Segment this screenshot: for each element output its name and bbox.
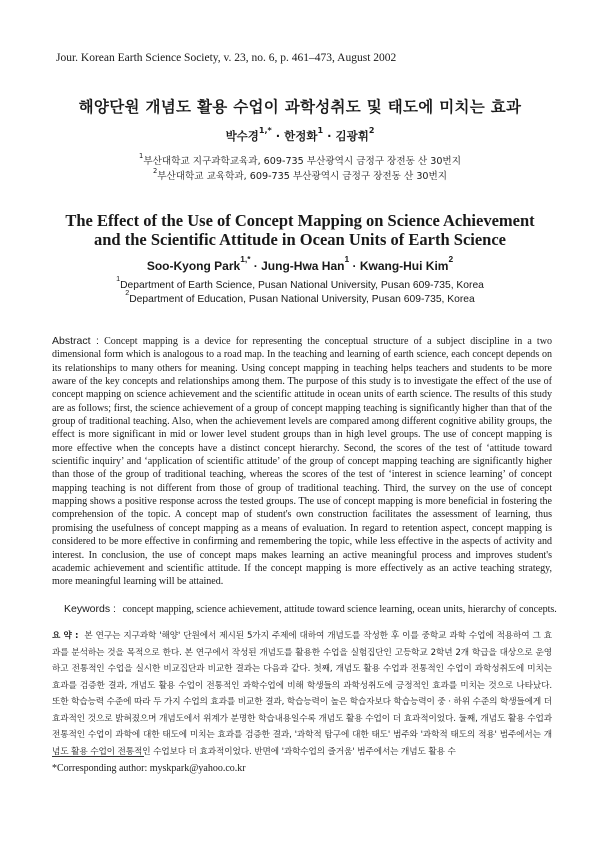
keywords-text: concept mapping, science achievement, attitude toward science learning, ocean units, hierarchy of concepts.	[122, 604, 557, 615]
affiliation-text: 부산대학교 지구과학교육과, 609-735 부산광역시 금정구 장전동 산 30번지	[143, 156, 461, 167]
affiliation-text: Department of Education, Pusan National University, Pusan 609-735, Korea	[129, 294, 475, 305]
korean-affiliation-2	[0, 168, 600, 182]
english-affiliation-1	[0, 274, 600, 291]
author-name: Soo-Kyong Park	[146, 259, 241, 273]
abstract-label: Abstract :	[52, 335, 99, 347]
affiliation-superscript: 2	[125, 288, 130, 298]
korean-abstract-text: 본 연구는 지구과학 '해양' 단원에서 제시된 5가지 주제에 대하여 개념도를 작성한 후 이를 중학교 과학 수업에 적용하여 그 효과를 분석하는 것을 목적으로 한다. 본 연구에서 작성된 개념도를 활용한 수업을 실험집단인 고등학교 2학년 2개 학급을 대상으로 운영하고 전통적인 수업을 실시한 비교집단과 비교한 결과는 다음과 같다. 첫째, 개념도 활용 수업과 전통적인 수업이 과학성취도에 미치는 효과를 검증한 결과, 개념도 활용 수업이 전통적인 과학수업에 비해 학생들의 과학성취도에 긍정적인 효과를 미치는 것으로 나타났다. 또한 학습능력 수준에 따라 두 가지 수업의 효과를 비교한 결과, 학습능력이 높은 학습자보다 학습능력이 중 · 하위 수준의 학생들에게 더 효과적인 것으로 밝혀졌으며 개념도에서 위계가 분명한 학습내용일수록 개념도 활용 수업이 더 효과적이었다. 둘째, 개념도 활용 수업과 전통적인 수업이 과학에 대한 태도에 미치는 효과를 검증한 결과, '과학적 탐구에 대한 태도' 범주와 '과학적 태도의 적용' 범주에서는 개념도 활용 수업이 전통적인 수업보다 더 효과적이었다. 반면에 '과학수업의 즐거움' 범주에서는 개념도 활용 수	[52, 631, 552, 757]
affiliation-text: Department of Earth Science, Pusan National University, Pusan 609-735, Korea	[120, 280, 484, 291]
author-superscript: 1	[317, 125, 324, 135]
abstract-text: Concept mapping is a device for representing the conceptual structure of a subject discipline in a two dimensional form which is analogous to a road map. In the teaching and learning of earth science, each concept depends on its relationships to many others for meaning. Using concept mapping in teaching helps teachers and students to be more aware of the key concepts and relationships among them. The purpose of this study is to investigate the effect of the use of concept mapping on science achievement and the scientific attitude in ocean units of earth science. The results of this study are as follows; first, the science achievement of a group of concept mapping teaching is significantly higher than that of the group of traditional teaching. Also, when the achievement levels are compared among different cognitive ability groups, the effect is more significant in mid or lower level student groups than in high level groups. The use of concept mapping is more effective when the concepts have a distinct concept hierarchy. Second, the scores of the test of ‘attitude toward scientific inquiry’ and ‘application of scientific attitude’ of the group of concept mapping teaching are significantly higher than those of the group of traditional teaching, whereas the scores of the test of ‘interest in science learning’ of concept mapping teaching is not different from those of group of traditional teaching. Third, the survey on the use of concept mapping shows a positive response across the tested groups. The use of concept mapping is more beneficial in fostering the comprehension of the topic. A concept map of student's own construction facilitates the assessment of learning, thus promising the usefulness of concept mapping as a means of evaluation. In regard to retention aspect, concept mapping is considered to be more effective in confirming and remembering the topic, while less effective in the aspects of activity and interest. In conclusion, the use of concept maps makes learning an active meaningful process and improves student's academic achievement and scientific attitude. If the concept mapping is more effectively as an active teaching strategy, more meaningful learning will be attained.	[52, 336, 552, 588]
affiliation-superscript: 2	[152, 166, 158, 175]
english-title-line-1: The Effect of the Use of Concept Mapping on Science Achievement	[65, 211, 535, 230]
korean-abstract-label: 요 약 :	[52, 631, 79, 641]
author-superscript: 1,*	[240, 254, 251, 265]
author-name: Jung-Hwa Han	[261, 259, 345, 273]
journal-reference: Jour. Korean Earth Science Society, v. 23, no. 6, p. 461–473, August 2002	[56, 52, 397, 64]
affiliation-superscript: 1	[116, 274, 121, 284]
korean-abstract	[52, 628, 552, 760]
author-name: Kwang-Hui Kim	[359, 259, 449, 273]
author-superscript: 2	[368, 125, 375, 135]
footnote-divider	[52, 756, 144, 757]
keywords	[64, 603, 564, 616]
author-separator: ·	[323, 129, 336, 143]
korean-title: 해양단원 개념도 활용 수업이 과학성취도 및 태도에 미치는 효과	[78, 98, 522, 116]
author-separator: ·	[271, 129, 285, 143]
english-authors	[0, 254, 600, 273]
author-name: 박수경	[225, 129, 259, 143]
author-superscript: 2	[448, 254, 454, 265]
author-superscript: 1	[344, 254, 350, 265]
affiliation-superscript: 1	[139, 151, 144, 160]
affiliation-text: 부산대학교 교육학과, 609-735 부산광역시 금정구 장전동 산 30번지	[157, 171, 448, 182]
korean-authors	[0, 125, 600, 144]
english-affiliation-2	[0, 288, 600, 305]
author-superscript: 1,*	[258, 125, 272, 135]
english-abstract	[52, 335, 552, 589]
author-separator: ·	[349, 259, 360, 273]
corresponding-author-footnote: *Corresponding author: myskpark@yahoo.co.kr	[52, 763, 246, 774]
author-name: 김광휘	[335, 129, 369, 143]
keywords-label: Keywords :	[64, 603, 116, 615]
korean-affiliation-1	[0, 153, 600, 167]
author-separator: ·	[250, 259, 262, 273]
english-title-line-2: and the Scientific Attitude in Ocean Units of Earth Science	[93, 230, 507, 249]
author-name: 한정화	[284, 129, 318, 143]
english-title	[40, 211, 560, 249]
